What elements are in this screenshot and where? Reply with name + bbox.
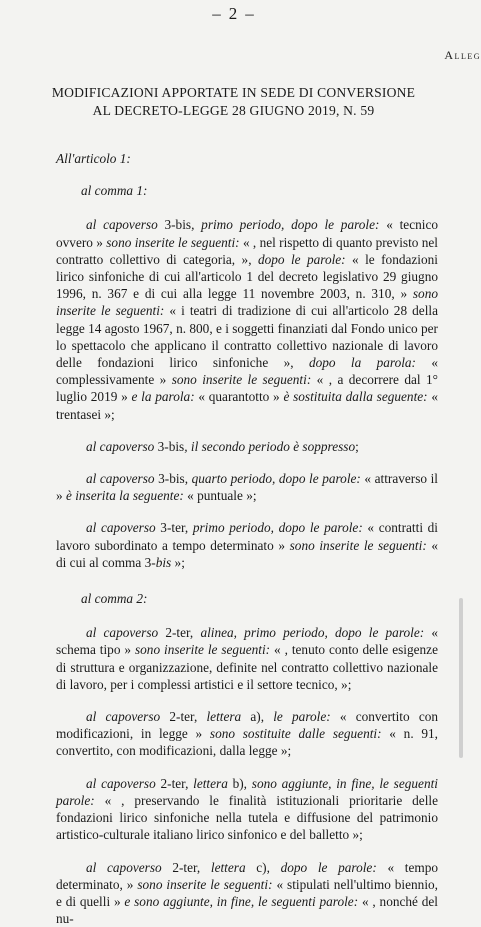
text-run: e sono aggiunte, in fine, le seguenti parole: <box>124 894 362 909</box>
scrollbar[interactable] <box>459 598 463 758</box>
text-run: , primo periodo, dopo le parole: <box>191 217 386 232</box>
text-run: b), <box>233 776 252 791</box>
text-run: al capoverso <box>86 709 169 724</box>
text-run: dopo la parola: <box>309 355 431 370</box>
comma-2-paragraph-3 <box>56 775 438 844</box>
text-run: quarto periodo, dopo le parole: <box>192 471 365 486</box>
text-run: al capoverso <box>86 217 164 232</box>
text-run: « contratti di lavoro subordinato a tempo determinato » <box>56 520 438 552</box>
text-run: 2-ter, <box>161 776 194 791</box>
comma-1-paragraph-4 <box>56 519 438 571</box>
text-run: « , tenuto conto delle esigenze di struttura e organizzazione, definite nel contratto collettivo nazionale di lavoro, per i complessi artistici e il settore tecnico, »; <box>56 642 438 691</box>
text-run: « complessivamente » <box>56 355 438 387</box>
text-run: lettera <box>206 709 250 724</box>
page-number-dash-right: – <box>245 4 255 23</box>
text-run: al capoverso <box>86 520 160 535</box>
text-run: sono inserite le seguenti: <box>290 538 432 553</box>
text-run: e la parola: <box>132 389 199 404</box>
text-run: c), <box>256 860 280 875</box>
text-run: alinea, primo periodo, dopo le parole: <box>200 625 431 640</box>
text-run: bis <box>156 555 172 570</box>
text-run: dopo le parole: <box>258 252 352 267</box>
text-run: « tempo determinato, » <box>56 860 438 892</box>
text-run: 3-bis <box>164 217 191 232</box>
page-number-dash-left: – <box>212 4 222 23</box>
text-run: sono inserite le seguenti: <box>106 235 243 250</box>
comma-1-paragraph-3 <box>56 470 438 504</box>
text-run: a), <box>250 709 273 724</box>
text-run: è inserita la seguente: <box>66 488 187 503</box>
document-title <box>0 84 467 120</box>
text-run: « schema tipo » <box>56 625 438 657</box>
text-run: , il secondo periodo è soppresso <box>184 439 355 454</box>
title-line-1: MODIFICAZIONI APPORTATE IN SEDE DI CONVERSIONE <box>0 84 467 102</box>
document-body <box>56 150 438 927</box>
text-run: « puntuale »; <box>187 488 256 503</box>
page-number-value: 2 <box>229 4 239 23</box>
allegato-header: Alleg <box>444 48 481 63</box>
comma-2-heading: al comma 2: <box>81 590 438 607</box>
comma-1-paragraph-2 <box>56 438 438 455</box>
text-run: « stipulati nell'ultimo biennio, e di quelli » <box>56 877 438 909</box>
text-run: 2-ter, <box>169 709 206 724</box>
text-run: »; <box>171 555 185 570</box>
text-run: al capoverso <box>86 471 158 486</box>
title-line-2: AL DECRETO-LEGGE 28 GIUGNO 2019, N. 59 <box>0 102 467 120</box>
article-heading: All'articolo 1: <box>56 150 438 167</box>
text-run: sono sostituite dalle seguenti: <box>210 726 389 741</box>
comma-1-paragraph-1 <box>56 216 438 422</box>
text-run: « , a decorrere dal 1° luglio 2019 » <box>56 372 438 404</box>
text-run: « quarantotto » <box>198 389 283 404</box>
text-run: « , nonché del nu- <box>56 894 438 926</box>
text-run: sono inserite le seguenti: <box>56 286 438 318</box>
text-run: è sostituita dalla seguente: <box>283 389 431 404</box>
text-run: 3-bis <box>158 439 185 454</box>
page-number <box>0 4 467 24</box>
text-run: « le fondazioni lirico sinfoniche di cui all'articolo 1 del decreto legislativo 29 giugno 1996, n. 367 e di cui alla legge 11 novembre 2003, n. 310, » <box>56 252 438 301</box>
comma-2-paragraph-4 <box>56 859 438 927</box>
text-run: « i teatri di tradizione di cui all'articolo 28 della legge 14 agosto 1967, n. 800, e i soggetti finanziati dal Fondo unico per lo spettacolo che applicano il contratto collettivo nazionale di lavoro delle fondazioni lirico sinfoniche », <box>56 303 438 370</box>
text-run: « trentasei »; <box>56 389 438 421</box>
text-run: « di cui al comma 3- <box>56 538 438 570</box>
text-run: sono inserite le seguenti: <box>137 877 276 892</box>
text-run: « , nel rispetto di quanto previsto nel contratto collettivo di categoria, », <box>56 235 438 267</box>
text-run: lettera <box>193 776 232 791</box>
text-run: sono inserite le seguenti: <box>172 372 317 387</box>
text-run: « tecnico ovvero » <box>56 217 438 249</box>
text-run: al capoverso <box>86 625 165 640</box>
comma-2-paragraph-1 <box>56 624 438 693</box>
text-run: « convertito con modificazioni, in legge » <box>56 709 438 741</box>
text-run: 3-bis, <box>158 471 191 486</box>
text-run: ; <box>355 439 359 454</box>
text-run: lettera <box>211 860 256 875</box>
text-run: al capoverso <box>86 776 161 791</box>
text-run: 2-ter, <box>165 625 200 640</box>
text-run: sono inserite le seguenti: <box>135 642 274 657</box>
comma-1-heading: al comma 1: <box>81 182 438 199</box>
text-run: « n. 91, convertito, con modificazioni, dalla legge »; <box>56 726 438 758</box>
text-run: primo periodo, dopo le parole: <box>193 520 368 535</box>
text-run: 2-ter, <box>172 860 211 875</box>
text-run: al capoverso <box>86 439 158 454</box>
text-run: sono aggiunte, in fine, le seguenti parole: <box>56 776 438 808</box>
text-run: al capoverso <box>86 860 172 875</box>
text-run: dopo le parole: <box>281 860 388 875</box>
text-run: « attraverso il » <box>56 471 438 503</box>
text-run: « , preservando le finalità istituzionali prioritarie delle fondazioni lirico sinfoniche nella tutela e diffusione del patrimonio artistico-culturale italiano lirico sinfonico e del balletto »; <box>56 793 438 842</box>
text-run: le parole: <box>273 709 340 724</box>
text-run: 3-ter, <box>160 520 193 535</box>
comma-2-paragraph-2 <box>56 708 438 760</box>
